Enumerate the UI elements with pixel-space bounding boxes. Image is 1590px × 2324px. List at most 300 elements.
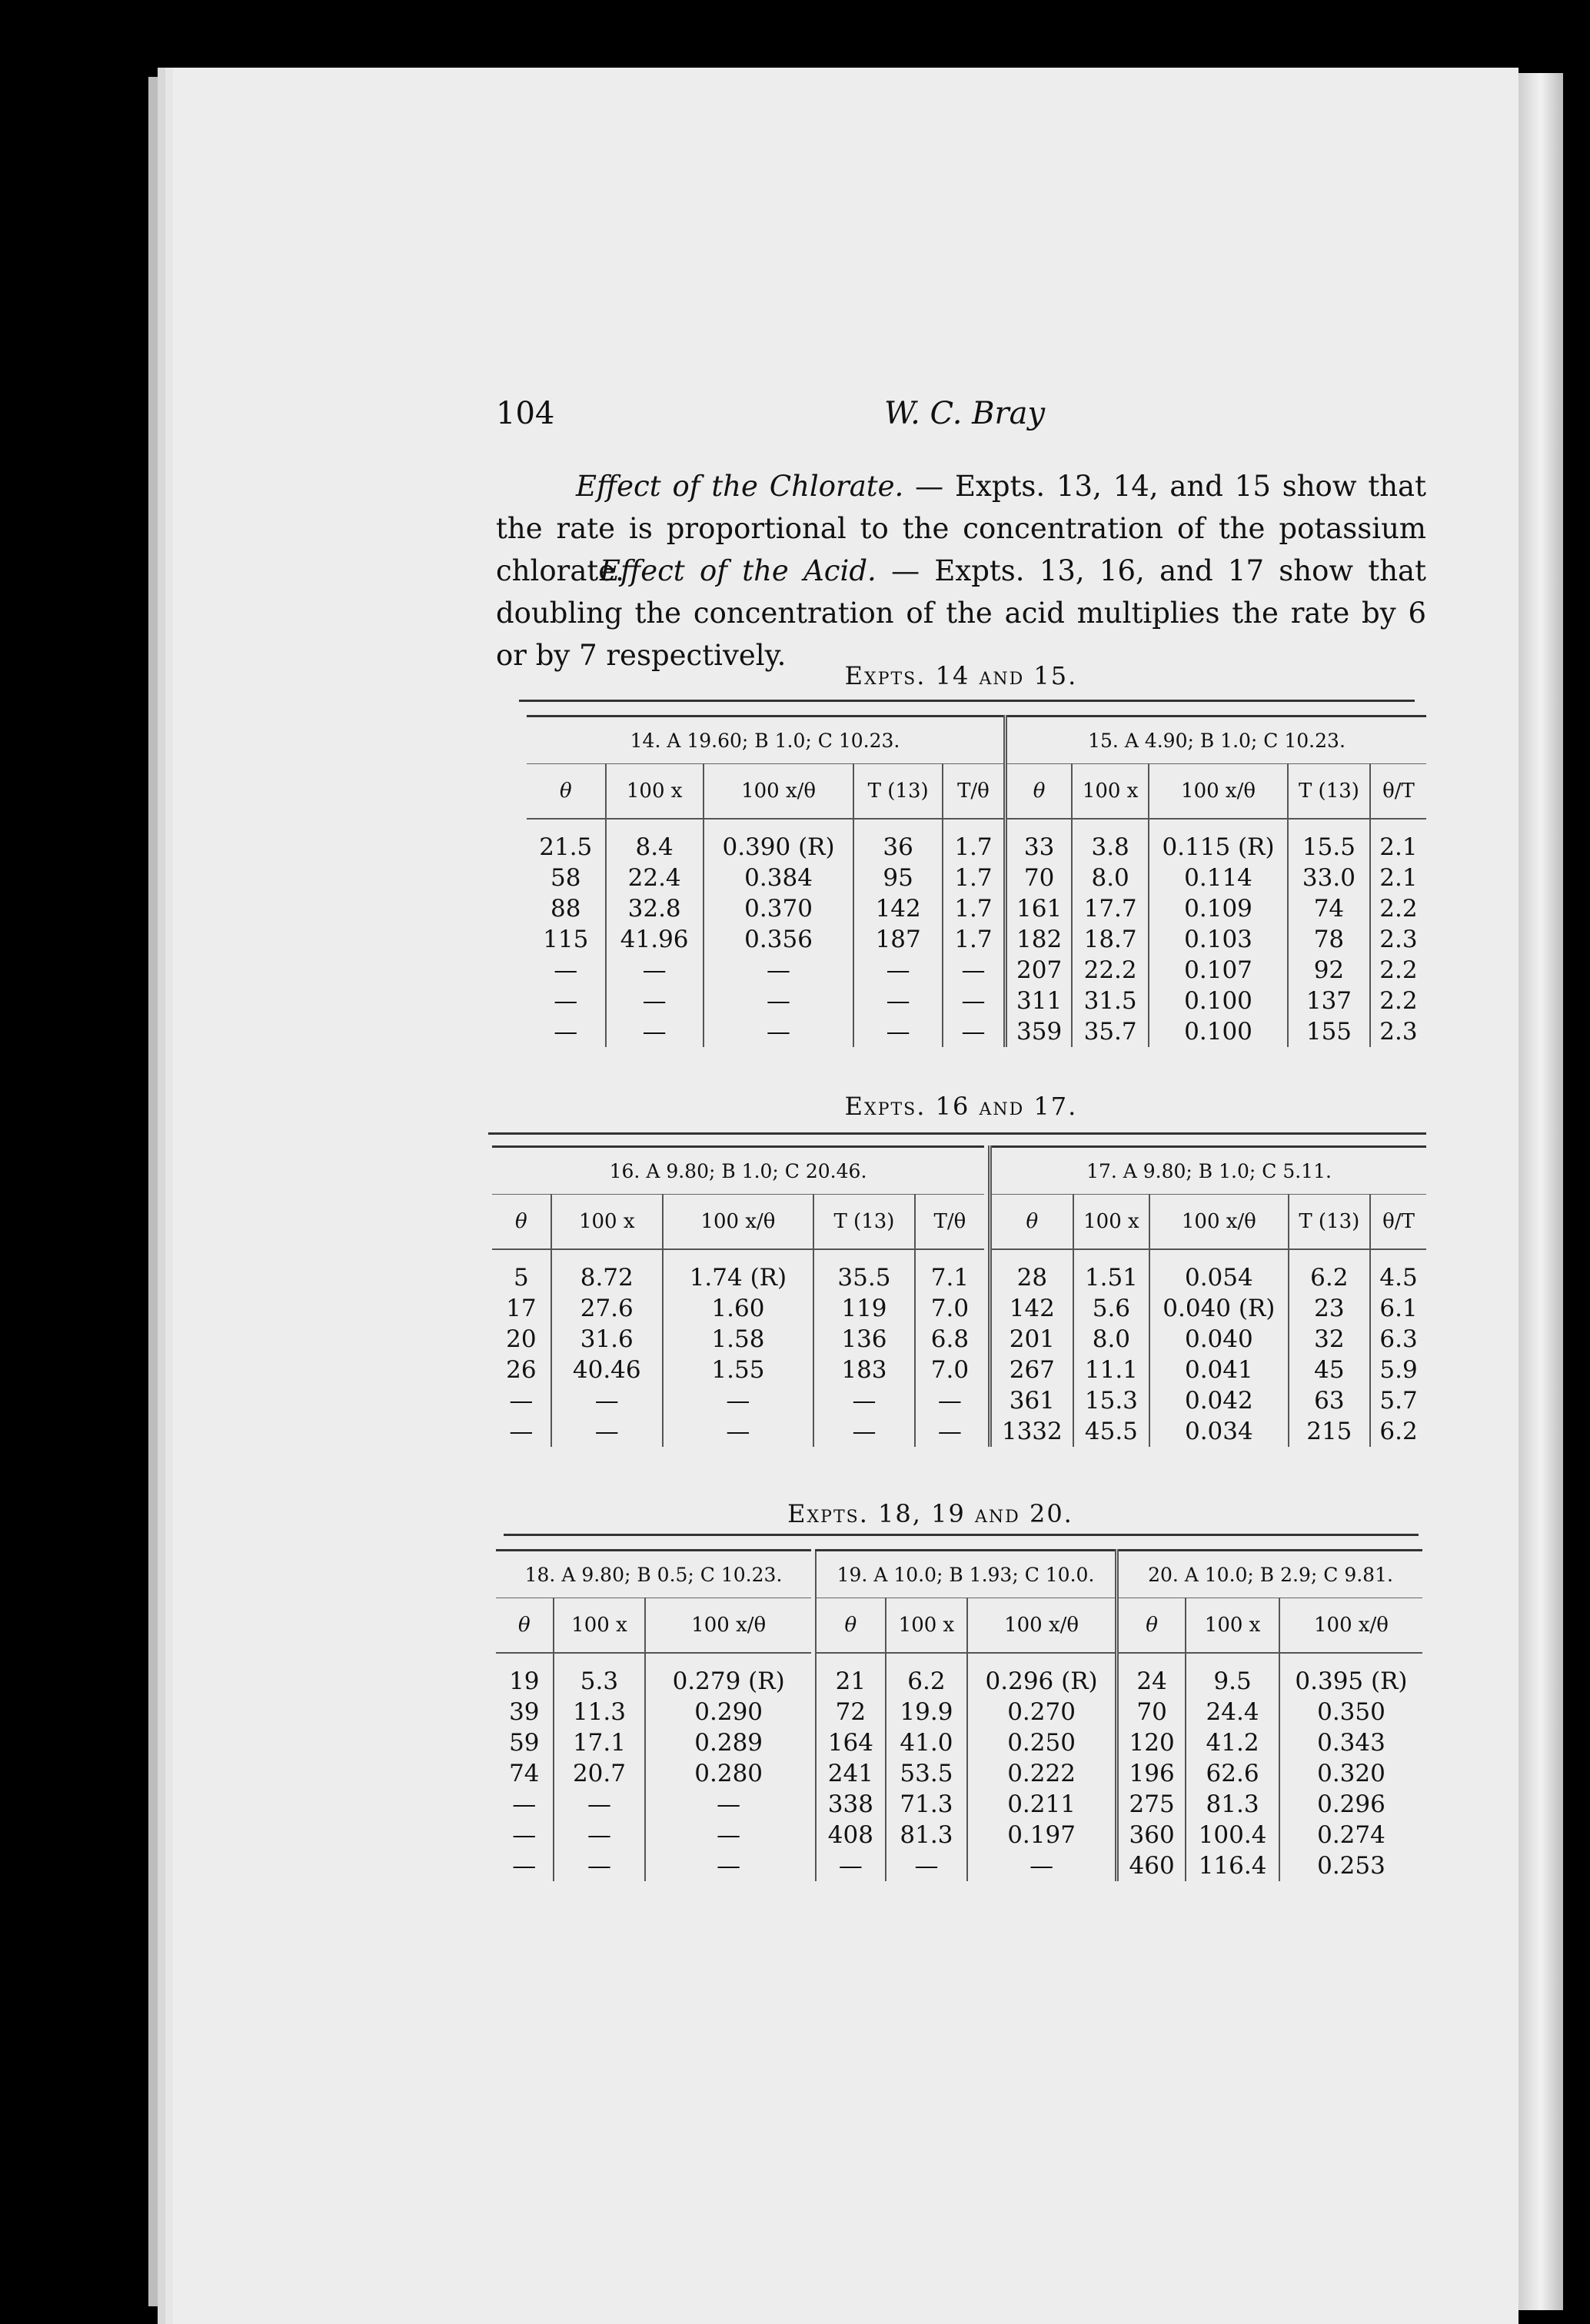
table-caption: 14. A 19.60; B 1.0; C 10.23. [527, 716, 1003, 764]
table-row [1117, 1758, 1423, 1789]
table-cell: 1.51 [1073, 1249, 1150, 1293]
table-cell: 23 [1289, 1293, 1371, 1324]
table-cell: — [967, 1850, 1115, 1881]
table-cell: 45.5 [1073, 1416, 1150, 1447]
table-cell: 35.5 [813, 1249, 915, 1293]
table-cell: 5.6 [1073, 1293, 1150, 1324]
table-row [990, 1249, 1427, 1293]
table-cell: 136 [813, 1324, 915, 1355]
table-row [492, 1249, 984, 1293]
table-cell: 1.7 [943, 893, 1003, 924]
table-cell: — [509, 1387, 534, 1415]
table-cell: 0.103 [1149, 924, 1288, 955]
table-row [990, 1293, 1427, 1324]
column-header: T (13) [813, 1195, 915, 1250]
table-row [492, 1355, 984, 1385]
table-cell: 6.2 [1370, 1416, 1426, 1447]
table-expt-20 [1115, 1549, 1422, 1881]
table-cell: 8.4 [606, 819, 704, 863]
table-cell: 0.054 [1149, 1249, 1288, 1293]
table-cell: 0.296 (R) [967, 1653, 1115, 1697]
table-cell: 0.107 [1149, 955, 1288, 986]
table-cell: 22.2 [1072, 955, 1149, 986]
table-cell: 7.0 [915, 1293, 984, 1324]
table-cell: 45 [1289, 1355, 1371, 1385]
table-cell: 20.7 [554, 1758, 646, 1789]
table-cell: 0.114 [1149, 863, 1288, 893]
paragraph-lead: Effect of the Chlorate. [575, 470, 904, 503]
table-expt-16 [492, 1145, 984, 1447]
table-row [1006, 893, 1427, 924]
table-cell: 92 [1288, 955, 1370, 986]
page-edge-strip [1518, 73, 1563, 2310]
table-cell: 0.115 (R) [1149, 819, 1288, 863]
table-cell: 0.343 [1279, 1727, 1422, 1758]
table-cell: 19 [509, 1667, 540, 1695]
table-cell: — [512, 1821, 537, 1849]
table-cell: 0.320 [1279, 1758, 1422, 1789]
column-header: θ/T [1370, 764, 1426, 820]
column-header: T (13) [1289, 1195, 1371, 1250]
paragraph-lead: Effect of the Acid. [599, 554, 876, 587]
table-cell: 100.4 [1186, 1820, 1279, 1850]
table-row [527, 893, 1003, 924]
table-row [1006, 955, 1427, 986]
table-cell: 267 [1009, 1356, 1055, 1384]
table-row [1117, 1653, 1423, 1697]
table-cell: 63 [1289, 1385, 1371, 1416]
table-header-row [527, 764, 1003, 820]
table-header-row [492, 1195, 984, 1250]
table-row [1006, 924, 1427, 955]
table-cell: 32.8 [606, 893, 704, 924]
table-cell: 11.3 [554, 1697, 646, 1727]
table-cell: — [943, 955, 1003, 986]
table-row [816, 1758, 1115, 1789]
column-header: θ [816, 1598, 886, 1654]
table-cell: 26 [506, 1356, 537, 1384]
table-row [990, 1355, 1427, 1385]
table-row [990, 1324, 1427, 1355]
table-cell: 8.0 [1072, 863, 1149, 893]
table-cell: 1.7 [943, 819, 1003, 863]
column-header: 100 x/θ [1149, 764, 1288, 820]
column-header: θ [990, 1195, 1073, 1250]
table-row [816, 1789, 1115, 1820]
table-cell: 74 [509, 1760, 540, 1787]
table-cell: 0.040 (R) [1149, 1293, 1288, 1324]
table-cell: 1.74 (R) [663, 1249, 813, 1293]
table-cell: 0.350 [1279, 1697, 1422, 1727]
table-row [816, 1850, 1115, 1881]
table-cell: 0.384 [704, 863, 854, 893]
table-cell: 2.3 [1370, 924, 1426, 955]
column-header: T (13) [1288, 764, 1370, 820]
table-caption: 16. A 9.80; B 1.0; C 20.46. [492, 1147, 984, 1195]
table-cell: — [554, 1820, 646, 1850]
table-cell: 2.1 [1370, 863, 1426, 893]
table-expt-18 [496, 1549, 811, 1881]
column-header: θ [1006, 764, 1073, 820]
paragraph-text: — Expts. 13, 14, and 15 show that the rate is proportional to the concentration of the potassium chlorate. [496, 470, 1426, 587]
table-cell: 201 [1009, 1325, 1055, 1353]
table-header-row [816, 1598, 1115, 1654]
table-caption: 19. A 10.0; B 1.93; C 10.0. [816, 1551, 1115, 1598]
table3-title: Expts. 18, 19 and 20. [787, 1499, 1073, 1528]
table-cell: 142 [1009, 1295, 1055, 1322]
table-cell: 8.0 [1073, 1324, 1150, 1355]
table1-top-rule [519, 700, 1415, 702]
table-cell: 460 [1129, 1852, 1175, 1880]
table-row [527, 955, 1003, 986]
table-cell: 17.7 [1072, 893, 1149, 924]
table-row [492, 1293, 984, 1324]
table-cell: — [915, 1416, 984, 1447]
table-cell: — [886, 1850, 967, 1881]
table-cell: — [704, 986, 854, 1016]
table-cell: 116.4 [1186, 1850, 1279, 1881]
running-header [342, 396, 1426, 442]
table-cell: — [943, 1016, 1003, 1047]
column-header: 100 x [554, 1598, 646, 1654]
table-cell: — [606, 986, 704, 1016]
table-cell: — [704, 955, 854, 986]
table-cell: 33.0 [1288, 863, 1370, 893]
table-cell: 15.5 [1288, 819, 1370, 863]
page-content [342, 396, 1426, 1880]
page-number: 104 [496, 396, 555, 431]
table-cell: — [915, 1385, 984, 1416]
table-cell: 0.274 [1279, 1820, 1422, 1850]
table-row [816, 1820, 1115, 1850]
table-cell: 17 [506, 1295, 537, 1322]
table-cell: 21.5 [539, 833, 593, 861]
table-cell: 28 [1016, 1264, 1048, 1292]
table-cell: 31.6 [551, 1324, 663, 1355]
table2-title: Expts. 16 and 17. [844, 1092, 1078, 1121]
table-cell: 17.1 [554, 1727, 646, 1758]
table-cell: 187 [853, 924, 943, 955]
table-cell: 5.7 [1370, 1385, 1426, 1416]
table-cell: 5.9 [1370, 1355, 1426, 1385]
table-cell: 0.356 [704, 924, 854, 955]
table-row [1006, 863, 1427, 893]
table-caption: 18. A 9.80; B 0.5; C 10.23. [496, 1551, 811, 1598]
table-cell: 1332 [1001, 1418, 1063, 1445]
table-row [990, 1385, 1427, 1416]
table-cell: 1.7 [943, 924, 1003, 955]
table-cell: 164 [827, 1729, 873, 1757]
table-cell: 24.4 [1186, 1697, 1279, 1727]
table-cell: 0.289 [645, 1727, 811, 1758]
table-row [816, 1727, 1115, 1758]
table-cell: 137 [1288, 986, 1370, 1016]
table-cell: 2.2 [1370, 893, 1426, 924]
table-row [492, 1324, 984, 1355]
table-cell: 41.96 [606, 924, 704, 955]
column-header: θ [496, 1598, 554, 1654]
table-cell: 120 [1129, 1729, 1175, 1757]
table-cell: 338 [827, 1790, 873, 1818]
table-cell: 6.2 [1289, 1249, 1371, 1293]
table-cell: 196 [1129, 1760, 1175, 1787]
table-cell: — [554, 1018, 578, 1046]
table-cell: — [512, 1790, 537, 1818]
table-cell: 0.211 [967, 1789, 1115, 1820]
column-header: 100 x/θ [967, 1598, 1115, 1654]
table-cell: 6.1 [1370, 1293, 1426, 1324]
table-cell: 0.279 (R) [645, 1653, 811, 1697]
table-cell: 35.7 [1072, 1016, 1149, 1047]
table-cell: 7.0 [915, 1355, 984, 1385]
table-caption: 17. A 9.80; B 1.0; C 5.11. [990, 1147, 1427, 1195]
table-cell: 311 [1016, 987, 1063, 1015]
table-cell: — [663, 1416, 813, 1447]
table-cell: — [551, 1416, 663, 1447]
table-cell: 0.395 (R) [1279, 1653, 1422, 1697]
table-cell: 31.5 [1072, 986, 1149, 1016]
table-cell: — [554, 987, 578, 1015]
table-row [816, 1697, 1115, 1727]
table-cell: 27.6 [551, 1293, 663, 1324]
table-row [527, 1016, 1003, 1047]
table-expt-14 [527, 715, 1003, 1047]
table-cell: 5 [513, 1264, 529, 1292]
table-cell: 115 [543, 926, 589, 953]
table-cell: 70 [1023, 864, 1055, 892]
column-header: 100 x/θ [645, 1598, 811, 1654]
table-cell: 95 [853, 863, 943, 893]
table-cell: — [838, 1852, 863, 1880]
table-cell: 15.3 [1073, 1385, 1150, 1416]
table-cell: 215 [1289, 1416, 1371, 1447]
table-cell: 1.7 [943, 863, 1003, 893]
table-row [1117, 1820, 1423, 1850]
table-cell: 7.1 [915, 1249, 984, 1293]
table-cell: 41.0 [886, 1727, 967, 1758]
column-header: 100 x/θ [704, 764, 854, 820]
table-cell: 0.280 [645, 1758, 811, 1789]
table-cell: 40.46 [551, 1355, 663, 1385]
table-cell: — [853, 955, 943, 986]
table-expt-17 [988, 1145, 1426, 1447]
table-cell: 0.270 [967, 1697, 1115, 1727]
table-row [816, 1653, 1115, 1697]
table-cell: 0.296 [1279, 1789, 1422, 1820]
column-header: 100 x/θ [1279, 1598, 1422, 1654]
table-row [496, 1653, 811, 1697]
table-row [1117, 1697, 1423, 1727]
table-cell: 0.040 [1149, 1324, 1288, 1355]
table-cell: 8.72 [551, 1249, 663, 1293]
column-header: 100 x [1186, 1598, 1279, 1654]
table-cell: — [853, 986, 943, 1016]
table-cell: — [645, 1850, 811, 1881]
table-cell: 0.390 (R) [704, 819, 854, 863]
table-row [496, 1850, 811, 1881]
table-row [496, 1697, 811, 1727]
column-header: θ [527, 764, 606, 820]
column-header: 100 x [1072, 764, 1149, 820]
table-cell: 275 [1129, 1790, 1175, 1818]
table-cell: 39 [509, 1698, 540, 1726]
column-header: 100 x [886, 1598, 967, 1654]
table-cell: 207 [1016, 956, 1063, 984]
table-cell: 241 [827, 1760, 873, 1787]
table-cell: 0.100 [1149, 1016, 1288, 1047]
table-cell: 18.7 [1072, 924, 1149, 955]
table-row [527, 819, 1003, 863]
table-cell: 142 [853, 893, 943, 924]
table-cell: — [813, 1385, 915, 1416]
table-cell: 183 [813, 1355, 915, 1385]
table-cell: 36 [853, 819, 943, 863]
column-header: T/θ [943, 764, 1003, 820]
table-caption: 15. A 4.90; B 1.0; C 10.23. [1006, 716, 1427, 764]
column-header: T (13) [853, 764, 943, 820]
table-cell: 74 [1288, 893, 1370, 924]
table-cell: 1.60 [663, 1293, 813, 1324]
column-header: θ/T [1370, 1195, 1426, 1250]
table-cell: 359 [1016, 1018, 1063, 1046]
table-cell: 0.042 [1149, 1385, 1288, 1416]
table-cell: 4.5 [1370, 1249, 1426, 1293]
table-cell: 2.1 [1370, 819, 1426, 863]
table2-top-rule [488, 1132, 1426, 1135]
table-cell: 408 [827, 1821, 873, 1849]
table-cell: — [509, 1418, 534, 1445]
table-header-row [990, 1195, 1427, 1250]
paragraph-acid [496, 550, 1426, 677]
table-cell: 22.4 [606, 863, 704, 893]
table-cell: 19.9 [886, 1697, 967, 1727]
column-header: T/θ [915, 1195, 984, 1250]
table-caption: 20. A 10.0; B 2.9; C 9.81. [1117, 1551, 1423, 1598]
column-header: 100 x/θ [663, 1195, 813, 1250]
table-cell: 5.3 [554, 1653, 646, 1697]
table-cell: — [663, 1385, 813, 1416]
table-row [1117, 1727, 1423, 1758]
table-cell: 24 [1136, 1667, 1167, 1695]
table-cell: 1.58 [663, 1324, 813, 1355]
table-row [492, 1416, 984, 1447]
table-cell: 21 [835, 1667, 867, 1695]
table-row [496, 1727, 811, 1758]
table-cell: 33 [1023, 833, 1055, 861]
table-row [1006, 986, 1427, 1016]
table-cell: 0.290 [645, 1697, 811, 1727]
table-cell: 0.222 [967, 1758, 1115, 1789]
table-cell: — [704, 1016, 854, 1047]
table-row [1006, 1016, 1427, 1047]
table-cell: 71.3 [886, 1789, 967, 1820]
table-expt-19 [815, 1549, 1115, 1881]
table-cell: 78 [1288, 924, 1370, 955]
table-cell: — [606, 955, 704, 986]
table-cell: 1.55 [663, 1355, 813, 1385]
table-row [496, 1758, 811, 1789]
column-header: θ [492, 1195, 551, 1250]
table-cell: 32 [1289, 1324, 1371, 1355]
table-cell: 81.3 [1186, 1789, 1279, 1820]
table-cell: — [554, 956, 578, 984]
table-cell: 53.5 [886, 1758, 967, 1789]
table-header-row [1006, 764, 1427, 820]
table-row [990, 1416, 1427, 1447]
table-row [496, 1820, 811, 1850]
table-cell: 3.8 [1072, 819, 1149, 863]
table-cell: 20 [506, 1325, 537, 1353]
table-cell: — [645, 1820, 811, 1850]
table-cell: 0.253 [1279, 1850, 1422, 1881]
table-row [527, 986, 1003, 1016]
table-cell: 161 [1016, 895, 1063, 923]
column-header: θ [1117, 1598, 1186, 1654]
table-cell: 62.6 [1186, 1758, 1279, 1789]
running-head-author: W. C. Bray [884, 396, 1046, 431]
paragraph-text: — Expts. 13, 16, and 17 show that doubling the concentration of the acid multiplies the rate by 6 or by 7 respectively. [496, 554, 1426, 672]
table-cell: — [813, 1416, 915, 1447]
table-cell: — [853, 1016, 943, 1047]
column-header: 100 x/θ [1149, 1195, 1288, 1250]
table-cell: 2.2 [1370, 955, 1426, 986]
table-cell: — [551, 1385, 663, 1416]
table-cell: 88 [551, 895, 581, 923]
table-row [1006, 819, 1427, 863]
table-cell: 2.2 [1370, 986, 1426, 1016]
column-header: 100 x [1073, 1195, 1150, 1250]
table-cell: 0.100 [1149, 986, 1288, 1016]
table-cell: 0.041 [1149, 1355, 1288, 1385]
table-cell: 119 [813, 1293, 915, 1324]
table-cell: 58 [551, 864, 581, 892]
table-cell: 81.3 [886, 1820, 967, 1850]
table-cell: 360 [1129, 1821, 1175, 1849]
table-cell: 9.5 [1186, 1653, 1279, 1697]
table-cell: — [554, 1850, 646, 1881]
table-cell: 6.3 [1370, 1324, 1426, 1355]
table-cell: 70 [1136, 1698, 1167, 1726]
table-row [496, 1789, 811, 1820]
table-cell: 0.197 [967, 1820, 1115, 1850]
table-cell: 0.370 [704, 893, 854, 924]
table-header-row [1117, 1598, 1423, 1654]
table-cell: — [512, 1852, 537, 1880]
table-cell: 11.1 [1073, 1355, 1150, 1385]
table-cell: 361 [1009, 1387, 1055, 1415]
table-cell: 0.250 [967, 1727, 1115, 1758]
table-cell: — [943, 986, 1003, 1016]
table-cell: — [554, 1789, 646, 1820]
table-cell: 6.2 [886, 1653, 967, 1697]
table-row [492, 1385, 984, 1416]
table-cell: 72 [835, 1698, 867, 1726]
table-cell: 155 [1288, 1016, 1370, 1047]
column-header: 100 x [551, 1195, 663, 1250]
table-expt-15 [1003, 715, 1426, 1047]
table-row [527, 924, 1003, 955]
table-cell: — [645, 1789, 811, 1820]
table-row [527, 863, 1003, 893]
table-row [1117, 1789, 1423, 1820]
table-cell: 182 [1016, 926, 1063, 953]
table3-top-rule [504, 1534, 1419, 1536]
table-row [1117, 1850, 1423, 1881]
table1-title: Expts. 14 and 15. [844, 661, 1078, 690]
table-cell: 0.034 [1149, 1416, 1288, 1447]
table-cell: 0.109 [1149, 893, 1288, 924]
table-cell: 2.3 [1370, 1016, 1426, 1047]
